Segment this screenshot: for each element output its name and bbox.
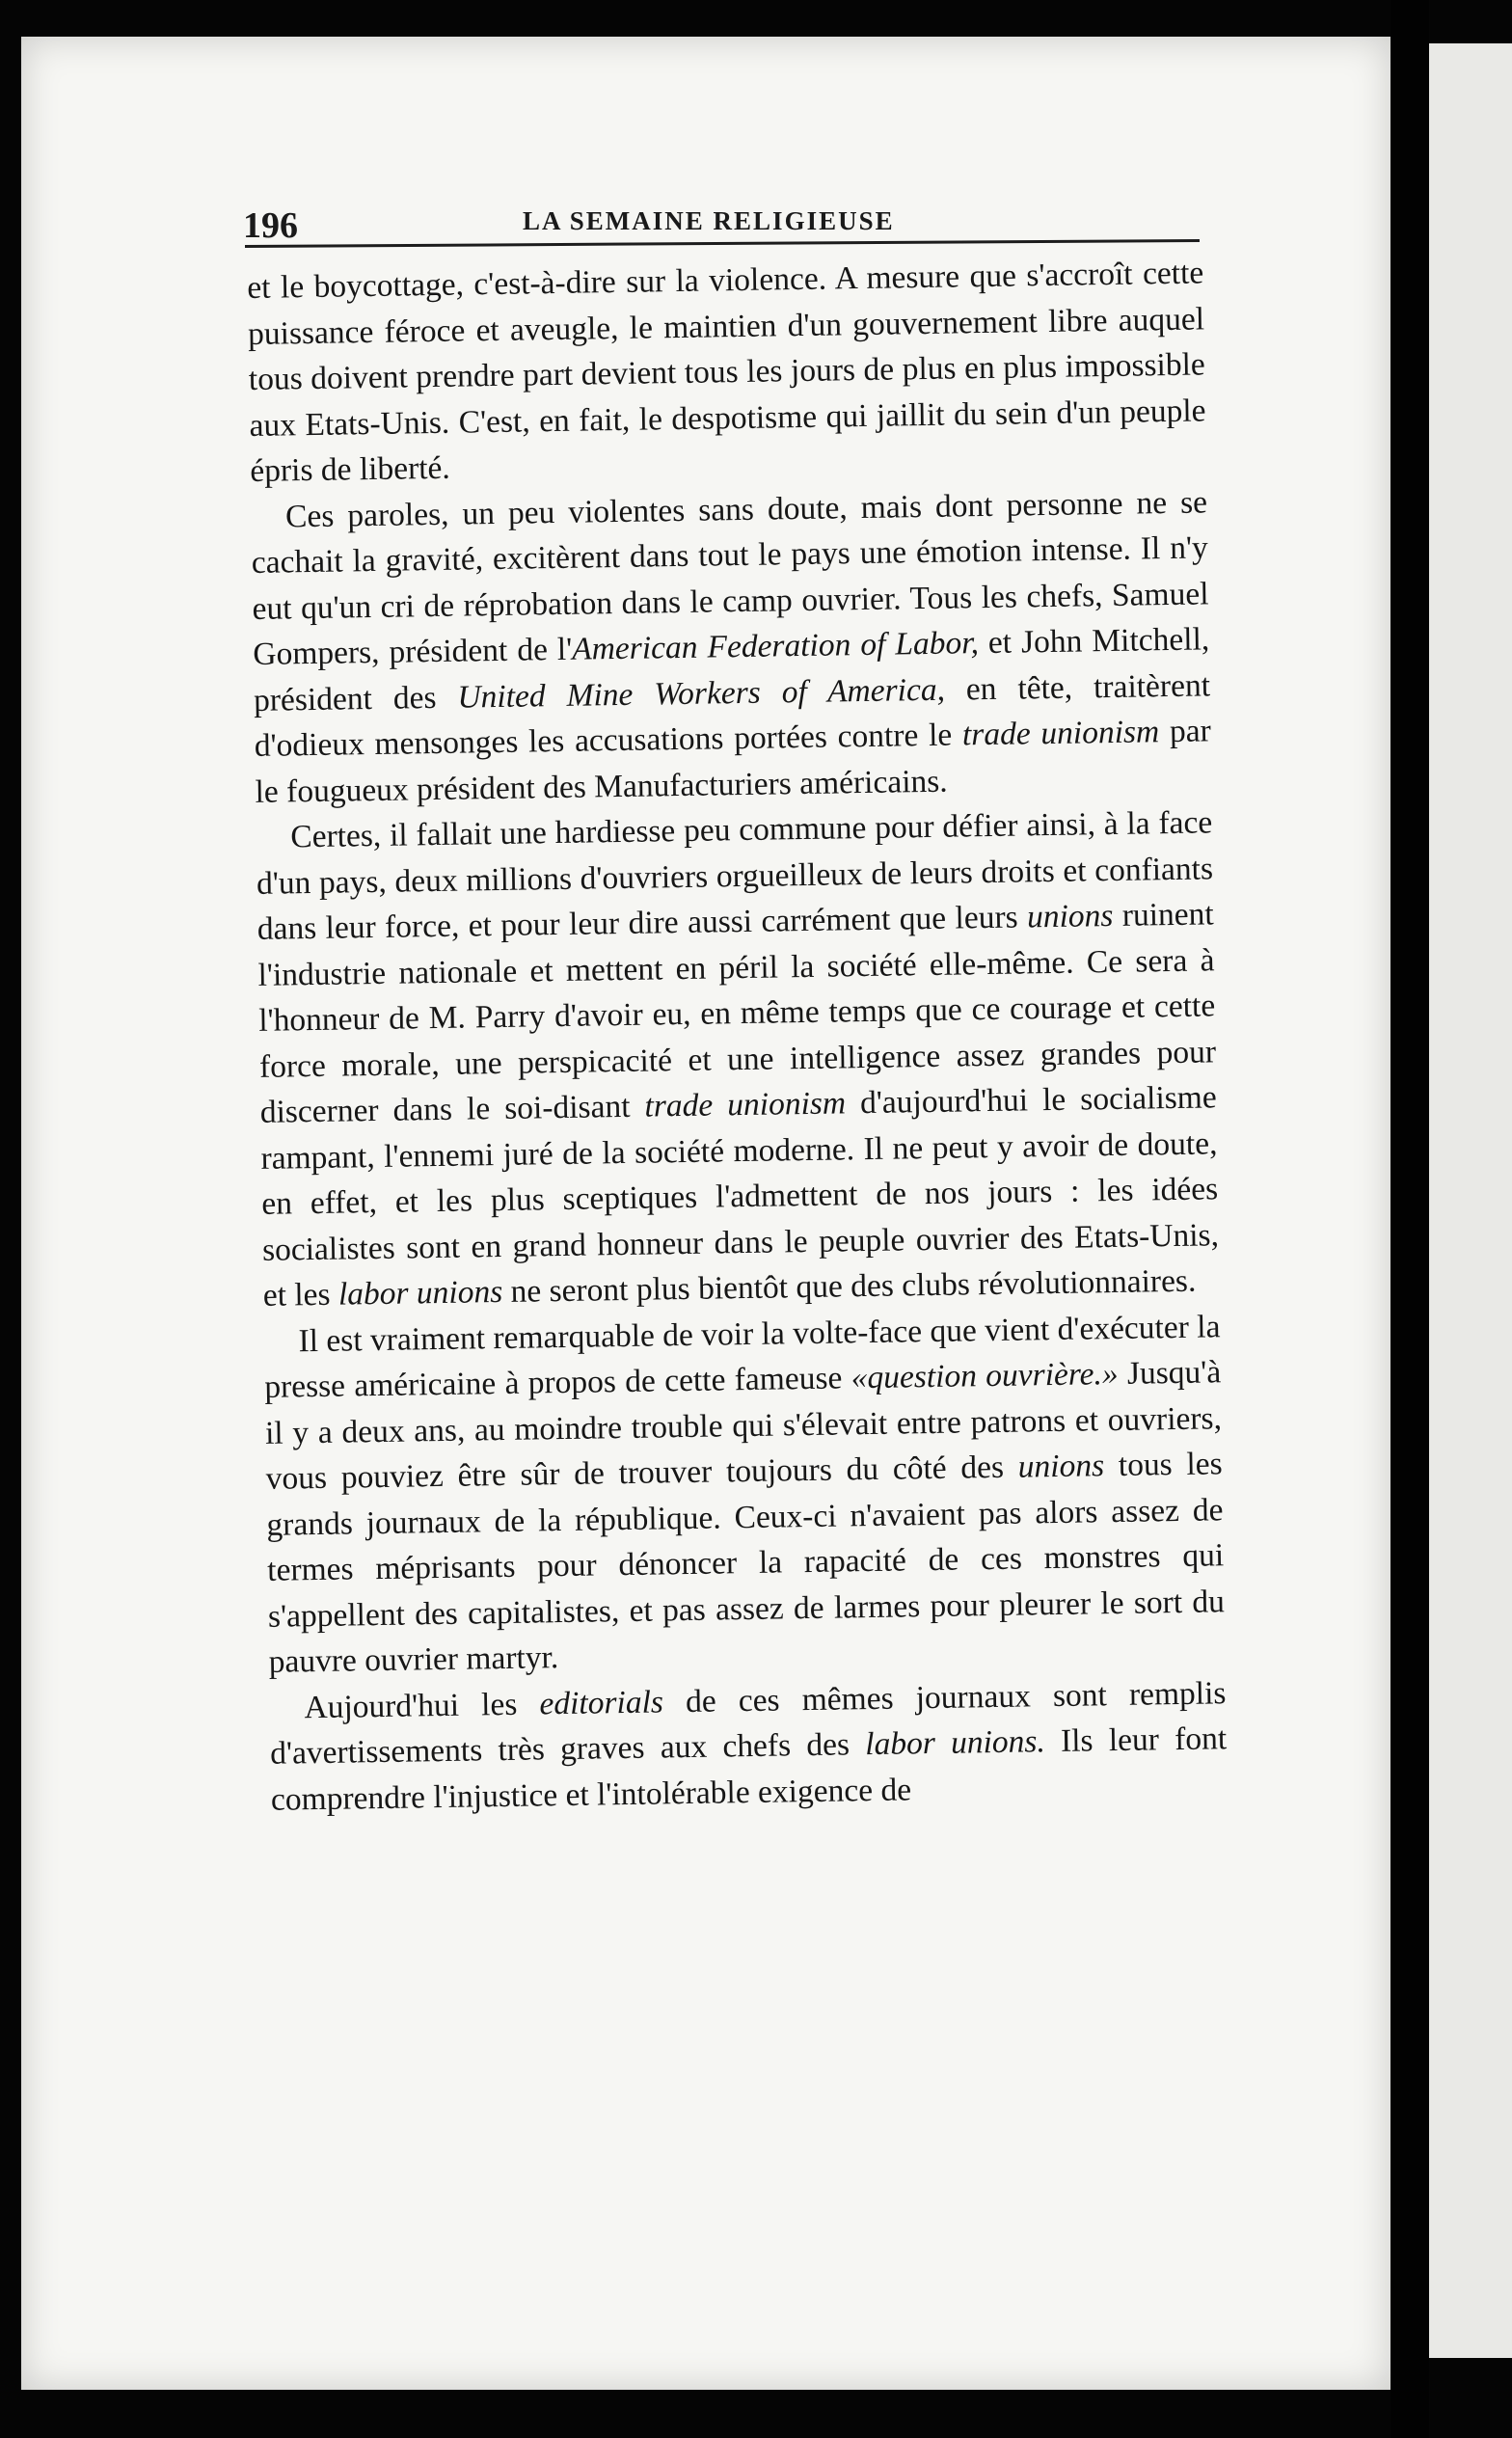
italic-run: «question ouvrière.» xyxy=(850,1355,1119,1396)
text-run: en tête, traitèrent d'odieux mensonges les accusations portées contre le xyxy=(254,666,1211,764)
text-run: Jusqu'à il y a deux ans, au moindre trouble qui s'élevait entre patrons et ouvriers, vous pouviez être sûr de trouver toujours du côté des xyxy=(264,1354,1223,1497)
text-run: ne seront plus bientôt que des clubs révolutionnaires. xyxy=(501,1262,1197,1310)
text-run: et John Mitchell, président des xyxy=(253,621,1210,718)
italic-run: labor unions xyxy=(338,1273,503,1313)
text-run: Ils leur font comprendre l'injustice et l'intolérable exigence de xyxy=(270,1720,1228,1818)
italic-run: American Federation of Labor, xyxy=(571,625,980,667)
text-run: et le boycottage, c'est-à-dire sur la violence. A mesure que s'accroît cette puissance féroce et aveugle, le maintien d'un gouvernement libre auquel tous doivent prendre part devient tous les jours de plus en plus impossible aux Etats-Unis. C'est, en fait, le despotisme qui jaillit du sein d'un peuple épris de liberté. xyxy=(247,255,1206,489)
facing-page-edge xyxy=(1429,43,1512,2358)
page-number: 196 xyxy=(243,205,298,246)
italic-run: United Mine Workers of America, xyxy=(457,671,946,716)
italic-run: trade unionism xyxy=(961,714,1160,753)
text-run: Certes, il fallait une hardiesse peu commune pour défier ainsi, à la face d'un pays, deux millions d'ouvriers orgueilleux de leurs droits et confiants dans leur force, et pour leur dire aussi carrément que leurs xyxy=(256,804,1214,947)
text-run: par le fougueux président des Manufacturiers américains. xyxy=(255,713,1212,810)
text-run: d'aujourd'hui le socialisme rampant, l'ennemi juré de la société moderne. Il ne peut y avoir de doute, en effet, et les plus sceptiques l'admettent de nos jours : les idées socialistes sont en grand honneur dans le peuple ouvrier des Etats-Unis, et les xyxy=(260,1079,1220,1314)
paragraph-3 xyxy=(256,799,1220,1318)
paragraph-4 xyxy=(263,1304,1226,1686)
italic-run: editorials xyxy=(539,1683,664,1721)
running-head: LA SEMAINE RELIGIEUSE xyxy=(523,206,895,235)
text-run: tous les grands journaux de la république. Ceux-ci n'avaient pas alors assez de termes méprisants pour dénoncer la rapacité de ces monstres qui s'appellent des capitalistes, et pas assez de larmes pour pleurer le sort du pauvre ouvrier martyr. xyxy=(266,1446,1226,1680)
gutter-shadow xyxy=(1390,0,1429,2438)
paragraph-5 xyxy=(269,1670,1228,1823)
text-run: de ces mêmes journaux sont remplis d'avertissements très graves aux chefs des xyxy=(269,1674,1227,1772)
paragraph-1 xyxy=(247,250,1207,494)
text-run: Il est vraiment remarquable de voir la volte-face que vient d'exécuter la presse américaine à propos de cette fameuse xyxy=(263,1308,1221,1405)
text-run: Ces paroles, un peu violentes sans doute, mais dont personne ne se cachait la gravité, excitèrent dans tout le pays une émotion intense. Il n'y eut qu'un cri de réprobation dans le camp ouvrier. Tous les chefs, Samuel Gompers, président de l' xyxy=(251,483,1209,672)
italic-run: unions xyxy=(1017,1448,1105,1485)
italic-run: unions xyxy=(1026,897,1114,935)
body-text xyxy=(247,250,1228,1822)
paragraph-2 xyxy=(251,479,1212,815)
text-run: Aujourd'hui les xyxy=(304,1685,540,1725)
italic-run: trade unionism xyxy=(644,1085,847,1124)
italic-run: labor unions. xyxy=(864,1723,1046,1763)
text-run: ruinent l'industrie nationale et mettent en péril la société elle-même. Ce sera à l'honneur de M. Parry d'avoir eu, en même temps que ce courage et cette force morale, une perspicacité et une intelligence assez grandes pour discerner dans le soi-disant xyxy=(257,896,1217,1130)
